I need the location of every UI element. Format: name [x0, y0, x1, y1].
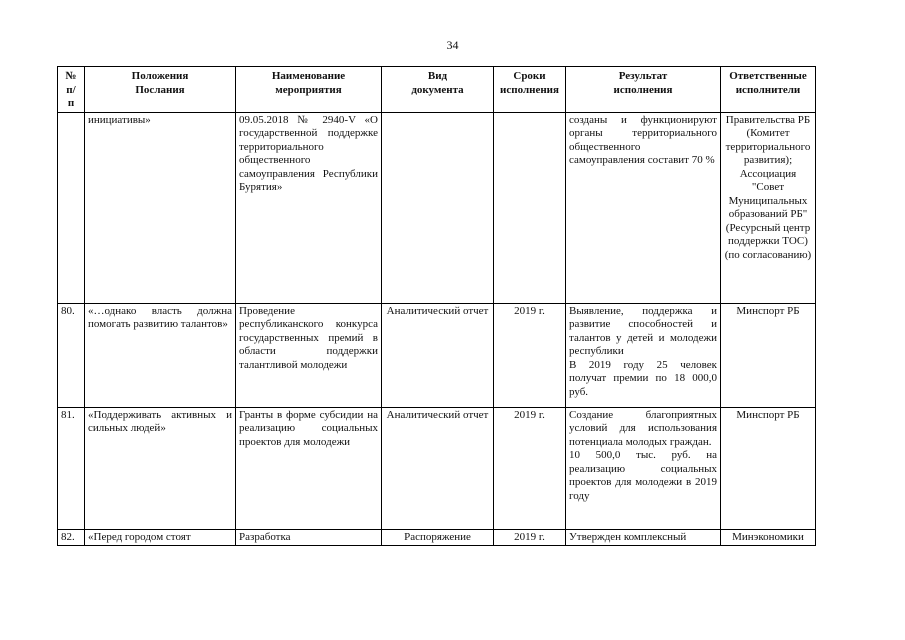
- row-deadline: 2019 г.: [494, 303, 566, 407]
- row-event: 09.05.2018 № 2940-V «О государственной поддержке территориального общественного самоуправления Республики Бурятия»: [236, 112, 382, 303]
- header-number: № п/ п: [58, 67, 85, 113]
- header-deadline: Сроки исполнения: [494, 67, 566, 113]
- row-provision: «…однако власть должна помогать развитию талантов»: [85, 303, 236, 407]
- row-result: Создание благоприятных условий для использования потенциала молодых граждан. 10 500,0 тыс. руб. на реализацию социальных проектов для молодежи в 2019 году: [566, 407, 721, 529]
- header-event-name: Наименование мероприятия: [236, 67, 382, 113]
- table-row: [58, 112, 816, 303]
- row-result: созданы и функционируют органы территориального общественного самоуправления составит 70 %: [566, 112, 721, 303]
- row-deadline: 2019 г.: [494, 407, 566, 529]
- row-responsible: Минспорт РБ: [721, 407, 816, 529]
- row-result: Выявление, поддержка и развитие способностей и талантов у детей и молодежи республики В 2019 году 25 человек получат премии по 18 000,0 руб.: [566, 303, 721, 407]
- row-event: Проведение республиканского конкурса государственных премий в области поддержки талантливой молодежи: [236, 303, 382, 407]
- action-plan-table: [57, 66, 816, 546]
- row-provision: «Перед городом стоят: [85, 529, 236, 546]
- header-provisions: Положения Послания: [85, 67, 236, 113]
- row-event: Гранты в форме субсидии на реализацию социальных проектов для молодежи: [236, 407, 382, 529]
- row-number: 81.: [58, 407, 85, 529]
- table-header-row: [58, 67, 816, 113]
- row-deadline: [494, 112, 566, 303]
- table-row: [58, 529, 816, 546]
- row-number: [58, 112, 85, 303]
- row-event: Разработка: [236, 529, 382, 546]
- row-document-type: Распоряжение: [382, 529, 494, 546]
- table-row: [58, 407, 816, 529]
- row-provision: инициативы»: [85, 112, 236, 303]
- row-responsible: Минспорт РБ: [721, 303, 816, 407]
- row-document-type: Аналитический отчет: [382, 407, 494, 529]
- page-number: 34: [446, 38, 459, 52]
- row-document-type: [382, 112, 494, 303]
- table-row: [58, 303, 816, 407]
- row-provision: «Поддерживать активных и сильных людей»: [85, 407, 236, 529]
- row-deadline: 2019 г.: [494, 529, 566, 546]
- row-result: Утвержден комплексный: [566, 529, 721, 546]
- row-document-type: Аналитический отчет: [382, 303, 494, 407]
- header-result: Результат исполнения: [566, 67, 721, 113]
- row-responsible: Правительства РБ (Комитет территориального развития); Ассоциация "Совет Муниципальных образований РБ" (Ресурсный центр поддержки ТОС) (по согласованию): [721, 112, 816, 303]
- row-responsible: Минэкономики: [721, 529, 816, 546]
- row-number: 82.: [58, 529, 85, 546]
- header-responsible: Ответственные исполнители: [721, 67, 816, 113]
- row-number: 80.: [58, 303, 85, 407]
- header-document-type: Вид документа: [382, 67, 494, 113]
